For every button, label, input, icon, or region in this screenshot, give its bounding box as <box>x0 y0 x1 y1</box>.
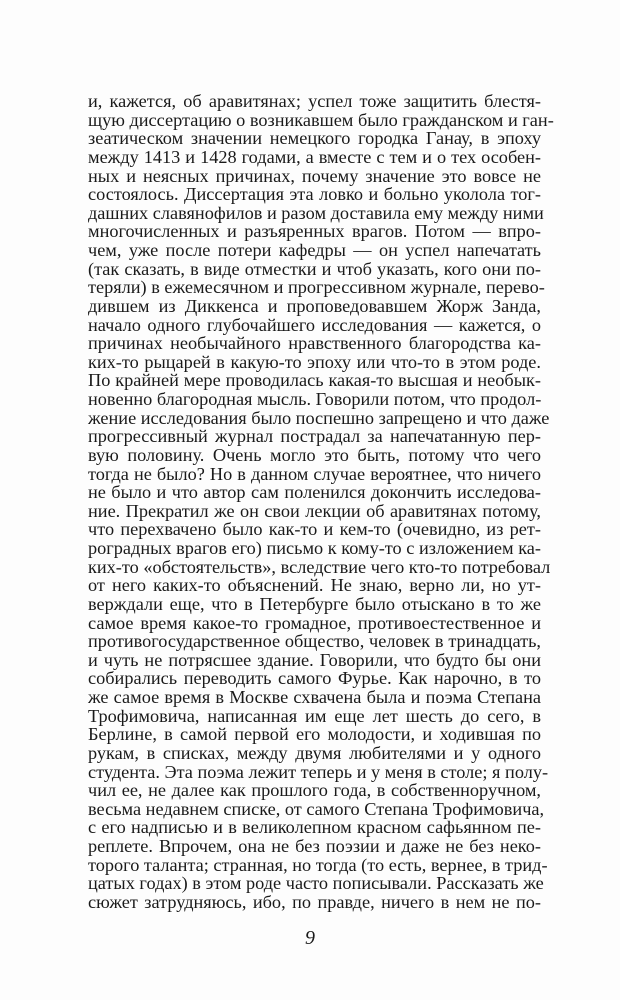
text-line: дившем из Диккенса и проповедовавшем Жорж Занда, <box>88 295 541 316</box>
text-line: и чуть не потрясшее здание. Говорили, что будто бы они <box>88 649 541 670</box>
text-line: роградных врагов его) письмо к кому-то с изложением ка- <box>88 538 541 558</box>
text-line: от него каких-то объяснений. Не знаю, верно ли, но ут- <box>88 575 541 596</box>
text-line: противогосударственное общество, человек в тринадцать, <box>88 631 541 652</box>
text-line: торого таланта; странная, но тогда (то есть, вернее, в трид- <box>88 854 548 875</box>
text-line: ных и неясных причинах, почему значение это вовсе не <box>88 165 541 186</box>
text-line: между 1413 и 1428 годами, а вместе с тем и о тех особен- <box>88 146 541 167</box>
text-line: цатых годах) в этом роде часто пописывали. Рассказать же <box>88 873 544 894</box>
text-line: Трофимовича, написанная им еще лет шесть до сего, в <box>88 705 541 726</box>
text-line: (так сказать, в виде отместки и чтоб указать, кого они по- <box>88 258 541 279</box>
text-line: Берлине, в самой первой его молодости, и ходившая по <box>88 724 541 745</box>
text-line: ких-то рыцарей в какую-то эпоху или что-то в этом роде. <box>88 351 541 372</box>
text-line: рукам, в списках, между двумя любителями и у одного <box>88 742 541 763</box>
text-line: сюжет затрудняюсь, ибо, по правде, ничего в нем не по- <box>88 891 541 912</box>
text-line: весьма недавнем списке, от самого Степана Трофимовича, <box>88 798 545 819</box>
text-line: верждали еще, что в Петербурге было отыскано в то же <box>88 593 541 614</box>
text-line: причинах необычайного нравственного благородства ка- <box>88 333 541 354</box>
text-line: щую диссертацию о возникавшем было гражданском и ган- <box>88 109 554 130</box>
text-line: жение исследования было поспешно запрещено и что даже <box>88 407 550 428</box>
text-line: многочисленных и разъяренных врагов. Потом — впро- <box>88 221 541 242</box>
text-line: самое время какое-то громадное, противоестественное и <box>88 612 541 633</box>
text-line: новенно благородная мысль. Говорили потом, что продол- <box>88 389 542 409</box>
text-line: состоялось. Диссертация эта ловко и больно уколола тог- <box>88 184 541 205</box>
page-number: 9 <box>305 927 315 949</box>
text-line: По крайней мере проводилась какая-то высшая и необык- <box>88 370 541 391</box>
text-line: и, кажется, об аравитянах; успел тоже защитить блестя- <box>88 91 541 111</box>
text-line: реплете. Впрочем, она не без поэзии и даже не без неко- <box>88 836 541 856</box>
text-line: прогрессивный журнал пострадал за напечатанную пер- <box>88 426 541 447</box>
text-line: же самое время в Москве схвачена была и поэма Степана <box>88 687 541 707</box>
text-line: чем, уже после потери кафедры — он успел напечатать <box>88 240 541 260</box>
text-line: зеатическом значении немецкого городка Ганау, в эпоху <box>88 128 541 149</box>
text-line: ние. Прекратил же он свои лекции об аравитянах потому, <box>88 500 541 521</box>
text-line: что перехвачено было как-то и кем-то (очевидно, из рет- <box>88 519 541 540</box>
text-line: дашних славянофилов и разом доставила ему между ними <box>88 202 544 223</box>
text-line: начало одного глубочайшего исследования — кажется, о <box>88 314 541 335</box>
text-line: не было и что автор сам поленился докончить исследова- <box>88 482 541 503</box>
text-line: теряли) в ежемесячном и прогрессивном журнале, перево- <box>88 277 545 298</box>
body-text <box>88 91 554 912</box>
text-line: вую половину. Очень могло это быть, потому что чего <box>88 444 541 465</box>
text-line: тогда не было? Но в данном случае вероятнее, что ничего <box>88 463 541 484</box>
text-line: с его надписью и в великолепном красном сафьянном пе- <box>88 817 541 838</box>
text-line: чил ее, не далее как прошлого года, в собственноручном, <box>88 780 541 801</box>
text-line: собирались переводить самого Фурье. Как нарочно, в то <box>88 668 541 689</box>
text-line: ких-то «обстоятельств», вследствие чего кто-то потребовал <box>88 556 551 577</box>
text-line: студента. Эта поэма лежит теперь и у меня в столе; я полу- <box>88 761 549 782</box>
